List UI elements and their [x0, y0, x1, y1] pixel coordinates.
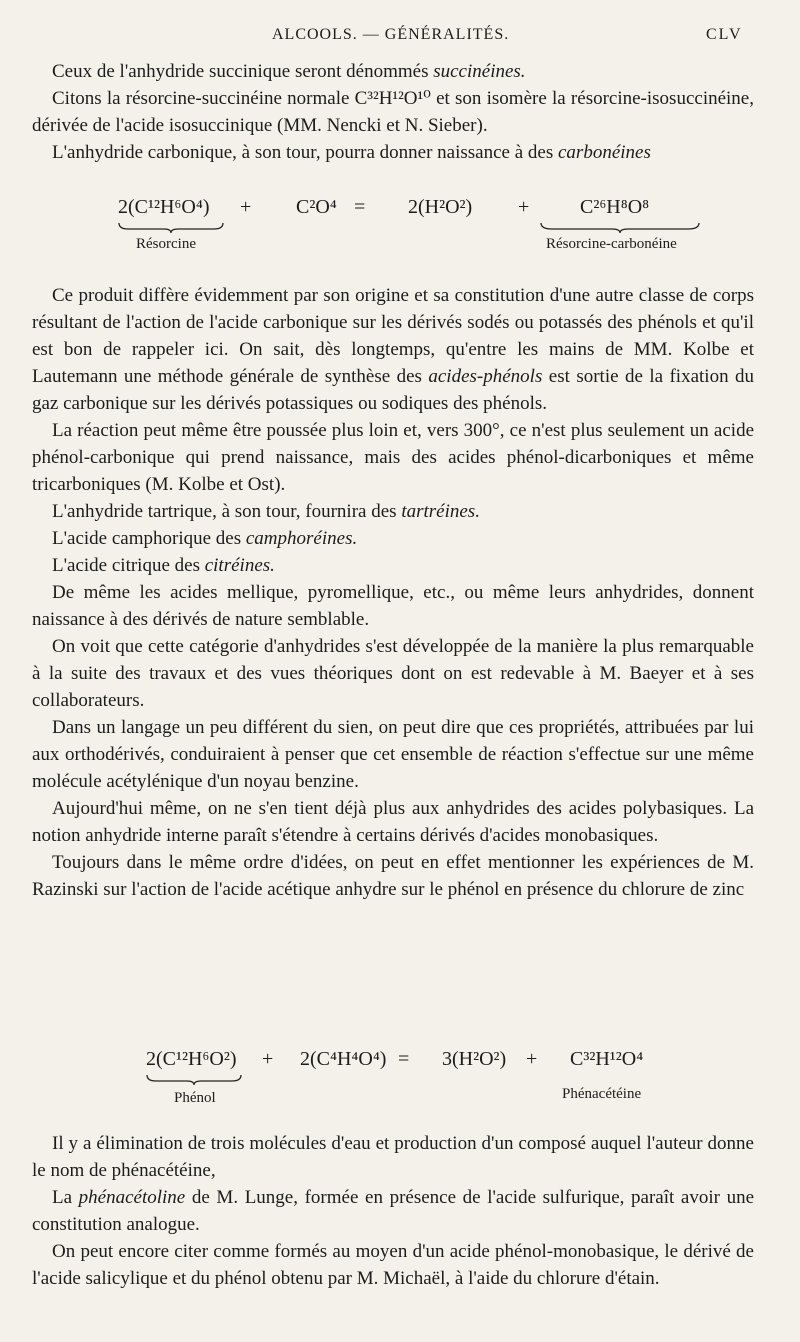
text-run: L'acide citrique des [52, 555, 205, 576]
compound-label: Phénacétéine [562, 1086, 642, 1102]
running-title: ALCOOLS. — GÉNÉRALITÉS. [272, 26, 510, 43]
paragraph: De même les acides mellique, pyromellique, etc., ou même leurs anhydrides, donnent naissance à des dérivés de nature semblable. [32, 582, 754, 630]
text-run: La [52, 1187, 79, 1208]
text-run: Ce produit diffère évidemment par son origine et sa constitution d'une autre classe de corps résultant de l'action de l'acide carbonique sur les dérivés sodés ou potassés des phénols et qu'il est bon de rappeler ici. On sait, dès longtemps, qu'entre les mains de MM. Kolbe et Lautemann une méthode générale de synthèse des [32, 285, 754, 387]
equation-term: 2(C¹²H⁶O²) [146, 1048, 237, 1070]
text-run: de M. Lunge, formée en présence de l'acide sulfurique, paraît avoir une constitution analogue. [32, 1187, 754, 1235]
equation-operator: + [240, 196, 252, 218]
equation-operator: + [262, 1048, 274, 1070]
italic-term: phénacétoline [78, 1187, 186, 1208]
text-run: est sortie de la fixation du gaz carbonique sur les dérivés potassiques ou sodiques des phénols. [32, 366, 755, 414]
paragraph: Aujourd'hui même, on ne s'en tient déjà plus aux anhydrides des acides polybasiques. La notion anhydride interne paraît s'étendre à certains dérivés d'acides monobasiques. [32, 798, 754, 846]
text-run: L'anhydride carbonique, à son tour, pourra donner naissance à des [52, 142, 558, 163]
paragraph: On peut encore citer comme formés au moyen d'un acide phénol-monobasique, le dérivé de l'acide salicylique et du phénol obtenu par M. Michaël, à l'aide du chlorure d'étain. [32, 1241, 754, 1289]
text-run: L'anhydride tartrique, à son tour, fournira des [52, 501, 402, 522]
text-block-3 [32, 1130, 754, 1292]
equation-term: C³²H¹²O⁴ [570, 1048, 644, 1070]
italic-term: tartréines. [401, 501, 480, 522]
text-block-1 [32, 58, 754, 166]
page-number: CLV [706, 26, 743, 43]
italic-term: carbonéines [558, 142, 651, 163]
paragraph [32, 498, 754, 525]
text-run: Ceux de l'anhydride succinique seront dénommés [52, 61, 434, 82]
equation-operator: + [526, 1048, 538, 1070]
equation-term: C²⁶H⁸O⁸ [580, 196, 650, 218]
underbrace-icon [540, 222, 700, 234]
equation-operator: = [398, 1048, 410, 1070]
paragraph: La réaction peut même être poussée plus loin et, vers 300°, ce n'est plus seulement un acide phénol-carbonique qui prend naissance, mais des acides phénol-dicarboniques et même tricarboniques (M. Kolbe et Ost). [32, 420, 754, 495]
paragraph [32, 552, 754, 579]
paragraph: Dans un langage un peu différent du sien, on peut dire que ces propriétés, attribuées par lui aux orthodérivés, conduiraient à penser que cet ensemble de réaction s'effectue sur une même molécule acétylénique d'un noyau benzine. [32, 717, 754, 792]
paragraph [32, 525, 754, 552]
running-header [0, 26, 800, 50]
italic-term: citréines. [204, 555, 275, 576]
paragraph: Toujours dans le même ordre d'idées, on peut en effet mentionner les expériences de M. Razinski sur l'action de l'acide acétique anhydre sur le phénol en présence du chlorure de zinc [32, 852, 754, 900]
italic-term: acides-phénols [428, 366, 543, 387]
equation-term: 2(C¹²H⁶O⁴) [118, 196, 210, 218]
equation-term: C²O⁴ [296, 196, 337, 218]
text-run: L'acide camphorique des [52, 528, 246, 549]
paragraph: Citons la résorcine-succinéine normale C³²H¹²O¹⁰ et son isomère la résorcine-isosuccinéine, dérivée de l'acide isosuccinique (MM. Nencki et N. Sieber). [32, 88, 754, 136]
paragraph [32, 1184, 754, 1238]
paragraph: Il y a élimination de trois molécules d'eau et production d'un composé auquel l'auteur donne le nom de phénacétéine, [32, 1133, 754, 1181]
paragraph: On voit que cette catégorie d'anhydrides s'est développée de la manière la plus remarquable à la suite des travaux et des vues théoriques dont on est redevable à M. Baeyer et à ses collaborateurs. [32, 636, 754, 711]
equation-term: 2(C⁴H⁴O⁴) [300, 1048, 387, 1070]
equation-term: 3(H²O²) [442, 1048, 507, 1070]
compound-label: Résorcine [136, 236, 196, 252]
paragraph [32, 282, 754, 417]
underbrace-icon [118, 222, 224, 234]
equation-operator: + [518, 196, 530, 218]
italic-term: succinéines. [433, 61, 526, 82]
equation-term: 2(H²O²) [408, 196, 473, 218]
paragraph [32, 58, 754, 85]
italic-term: camphoréines. [245, 528, 358, 549]
text-block-2 [32, 282, 754, 903]
paragraph [32, 139, 754, 166]
equation-operator: = [354, 196, 366, 218]
compound-label: Phénol [174, 1090, 216, 1106]
underbrace-icon [146, 1074, 242, 1086]
compound-label: Résorcine-carbonéine [546, 236, 677, 252]
